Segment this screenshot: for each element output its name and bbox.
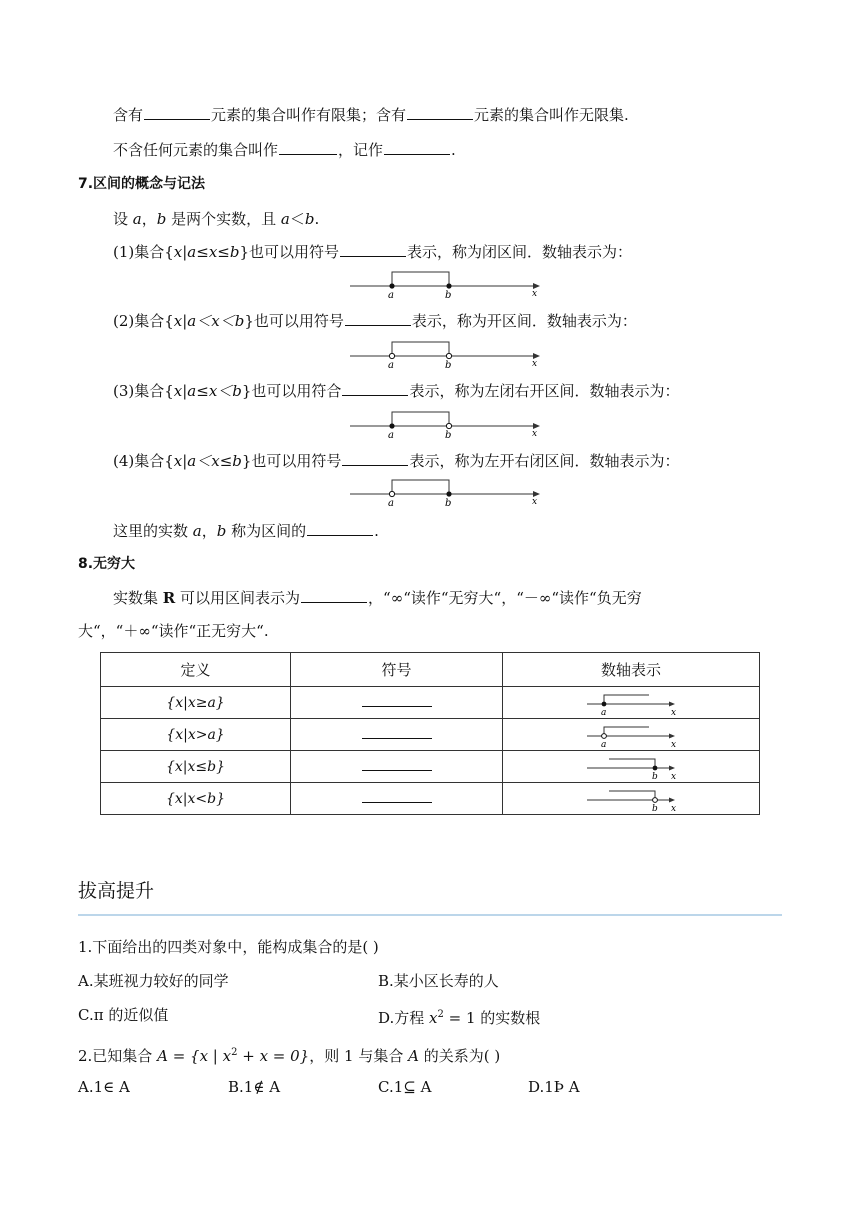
infinite-interval-table: [100, 652, 760, 815]
symbol-cell: [291, 783, 503, 815]
table-row: [101, 687, 760, 719]
section7-intro: 设 a，b 是两个实数，且 a＜b.: [113, 210, 320, 228]
svg-text:b: b: [652, 771, 658, 781]
blank: [279, 140, 337, 155]
section7-title: 7.区间的概念与记法: [78, 176, 206, 192]
definition-cell: {x|x≤b}: [101, 751, 291, 783]
blank: [362, 726, 432, 739]
blank: [342, 381, 408, 396]
axis-label-a: a: [388, 498, 394, 508]
empty-set-line: 不含任何元素的集合叫作 ，记作 .: [113, 141, 456, 159]
axis-label-a: a: [388, 290, 394, 300]
table-header-row: [101, 653, 760, 687]
axis-label-x: x: [532, 359, 538, 369]
axis-label-x: x: [532, 289, 538, 299]
svg-text:b: b: [652, 803, 658, 813]
left-closed-interval-number-line: [348, 408, 544, 440]
svg-text:x: x: [671, 803, 677, 813]
gt-a-number-line: [583, 721, 683, 749]
table-row: [101, 719, 760, 751]
svg-text:x: x: [671, 707, 677, 717]
number-line-cell: [503, 719, 760, 751]
blank: [340, 242, 406, 257]
section-divider: [78, 914, 782, 916]
symbol-cell: [291, 719, 503, 751]
open-interval-line: (2)集合{x|a＜x＜b}也可以用符号 表示，称为开区间．数轴表示为：: [113, 312, 637, 330]
axis-label-a: a: [388, 360, 394, 370]
definition-cell: {x|x>a}: [101, 719, 291, 751]
left-open-interval-number-line: [348, 476, 544, 508]
blank: [362, 694, 432, 707]
blank: [407, 105, 473, 120]
question-2-option-b: B.1∉ A: [228, 1078, 281, 1096]
finite-infinite-set-line: 含有 元素的集合叫作有限集；含有 元素的集合叫作无限集.: [113, 106, 629, 124]
axis-label-b: b: [445, 430, 452, 440]
question-1-option-d: D.方程 $x^2 = 1$ 的实数根: [378, 1009, 541, 1027]
svg-text:a: a: [601, 707, 607, 717]
svg-text:a: a: [601, 739, 607, 749]
axis-label-b: b: [445, 360, 452, 370]
blank: [362, 790, 432, 803]
definition-cell: {x|x≥a}: [101, 687, 291, 719]
infinity-line-1: 实数集 R 可以用区间表示为 ，“∞“读作“无穷大“，“－∞“读作“负无穷: [113, 589, 642, 607]
blank: [144, 105, 210, 120]
ge-a-number-line: [583, 689, 683, 717]
le-b-number-line: [583, 753, 683, 781]
table-row: [101, 751, 760, 783]
number-line-cell: [503, 687, 760, 719]
question-1-stem: 1.下面给出的四类对象中，能构成集合的是( ): [78, 938, 379, 956]
question-1-option-c: C.π 的近似值: [78, 1006, 169, 1024]
question-2-option-d: D.1Þ A: [528, 1078, 580, 1096]
svg-text:x: x: [671, 771, 677, 781]
blank: [384, 140, 450, 155]
closed-interval-line: (1)集合{x|a≤x≤b}也可以用符号 表示，称为闭区间．数轴表示为：: [113, 243, 633, 261]
svg-text:x: x: [671, 739, 677, 749]
interval-endpoint-line: 这里的实数 a，b 称为区间的 .: [113, 522, 379, 540]
question-1-option-b: B.某小区长寿的人: [378, 972, 499, 990]
closed-interval-number-line: [348, 268, 544, 300]
table-header: 定义: [101, 653, 291, 687]
left-open-interval-line: (4)集合{x|a＜x≤b}也可以用符号 表示，称为左开右闭区间．数轴表示为：: [113, 452, 680, 470]
question-1-option-a: A.某班视力较好的同学: [78, 972, 229, 990]
axis-label-x: x: [532, 429, 538, 439]
section8-title: 8.无穷大: [78, 556, 136, 572]
blank: [342, 451, 408, 466]
axis-label-b: b: [445, 498, 452, 508]
question-2-stem: 2.已知集合 A = {x | $x^2 + x = 0$}，则 1 与集合 A 的关系为( ): [78, 1047, 501, 1065]
number-line-cell: [503, 783, 760, 815]
symbol-cell: [291, 751, 503, 783]
question-2-option-a: A.1∈ A: [78, 1078, 130, 1096]
open-interval-number-line: [348, 338, 544, 370]
number-line-cell: [503, 751, 760, 783]
table-header: 数轴表示: [503, 653, 760, 687]
question-2-option-c: C.1⊆ A: [378, 1078, 432, 1096]
blank: [301, 588, 367, 603]
blank: [345, 311, 411, 326]
blank: [362, 758, 432, 771]
section-title: 拔高提升: [78, 880, 155, 902]
axis-label-b: b: [445, 290, 452, 300]
blank: [307, 521, 373, 536]
symbol-cell: [291, 687, 503, 719]
axis-label-a: a: [388, 430, 394, 440]
table-header: 符号: [291, 653, 503, 687]
table-row: [101, 783, 760, 815]
left-closed-interval-line: (3)集合{x|a≤x＜b}也可以用符合 表示，称为左闭右开区间．数轴表示为：: [113, 382, 680, 400]
infinity-line-2: 大“，“＋∞“读作“正无穷大“.: [78, 622, 269, 640]
axis-label-x: x: [532, 497, 538, 507]
definition-cell: {x|x<b}: [101, 783, 291, 815]
lt-b-number-line: [583, 785, 683, 813]
